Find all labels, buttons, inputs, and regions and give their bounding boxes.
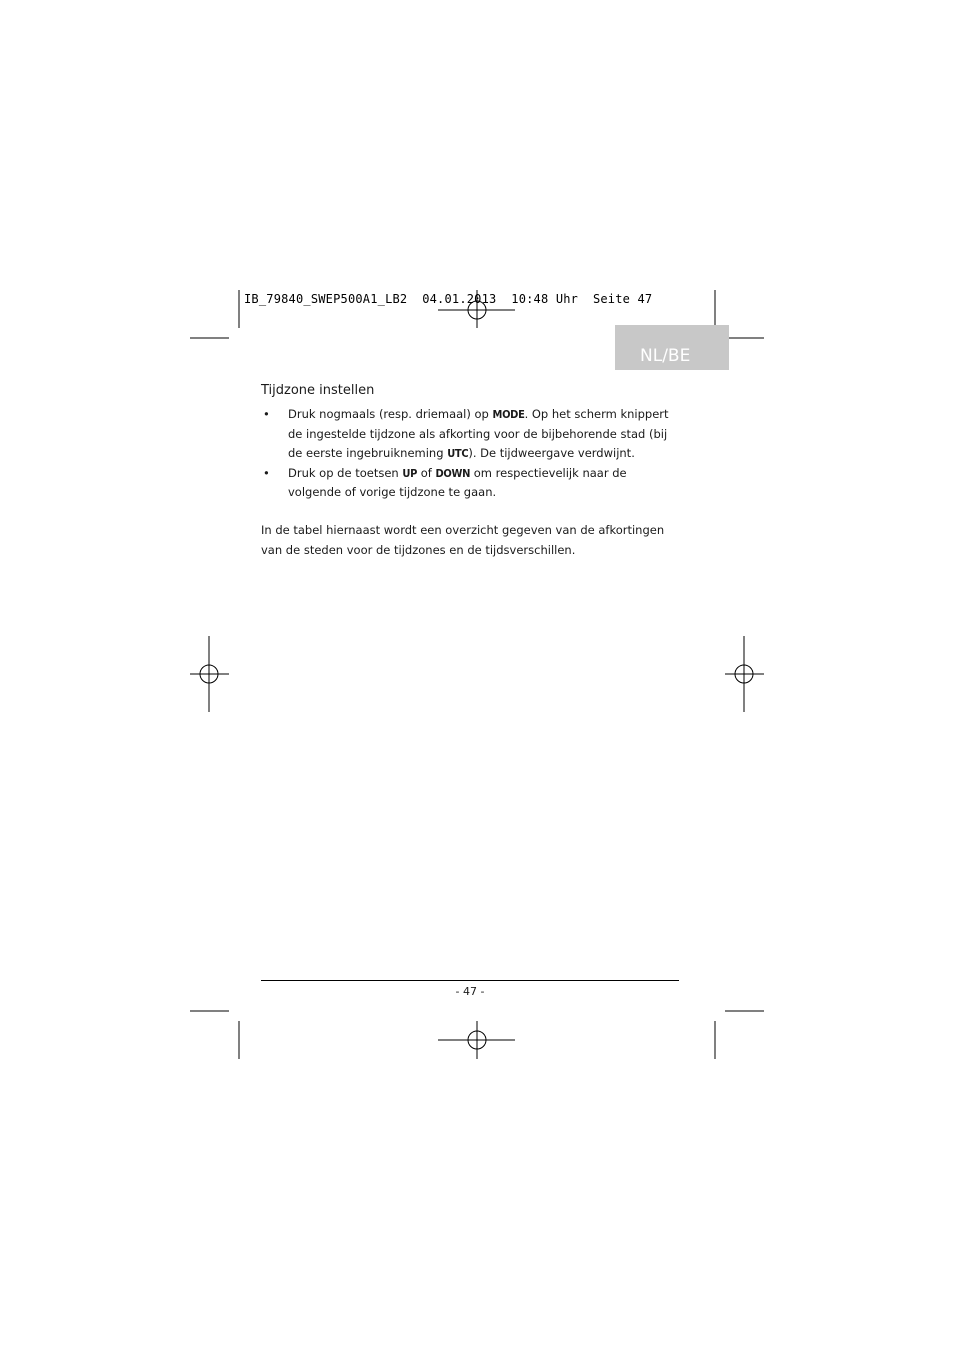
overview-paragraph: In de tabel hiernaast wordt een overzicht gegeven van de afkortingen van de steden voor de tijdzones en de tijdsverschillen. [261,522,665,557]
print-slug-line: IB_79840_SWEP500A1_LB2 04.01.2013 10:48 Uhr Seite 47 [244,292,653,306]
key-label-utc: UTC [447,447,469,460]
language-tab-label: NL/BE [640,346,691,366]
key-label-mode: MODE [492,408,525,421]
key-label-up: UP [402,466,418,480]
bullet-text: Druk op de toetsen [288,465,403,480]
footer-rule [261,980,679,981]
section-title: Tijdzone instellen [261,383,375,398]
bullet-text: om respectievelijk naar de volgende of vorige tijdzone te gaan. [288,465,627,499]
instruction-list [261,405,681,503]
key-label-down: DOWN [435,466,471,480]
bullet-text: of [417,465,436,480]
bullet-text: . Op het scherm knippert de ingestelde tijdzone als afkorting voor de bijbehorende stad (bij de eerste ingebruikneming [288,407,669,460]
bullet-text: ). De tijdweergave verdwijnt. [468,446,635,460]
list-item [261,405,681,464]
list-item [261,464,681,503]
main-content [261,382,681,571]
bullet-text: Druk nogmaals (resp. driemaal) op [288,407,493,421]
language-tab [615,325,729,370]
page-number: - 47 - [455,985,485,998]
bullet-glyph: • [263,465,270,480]
bullet-glyph: • [263,407,270,421]
